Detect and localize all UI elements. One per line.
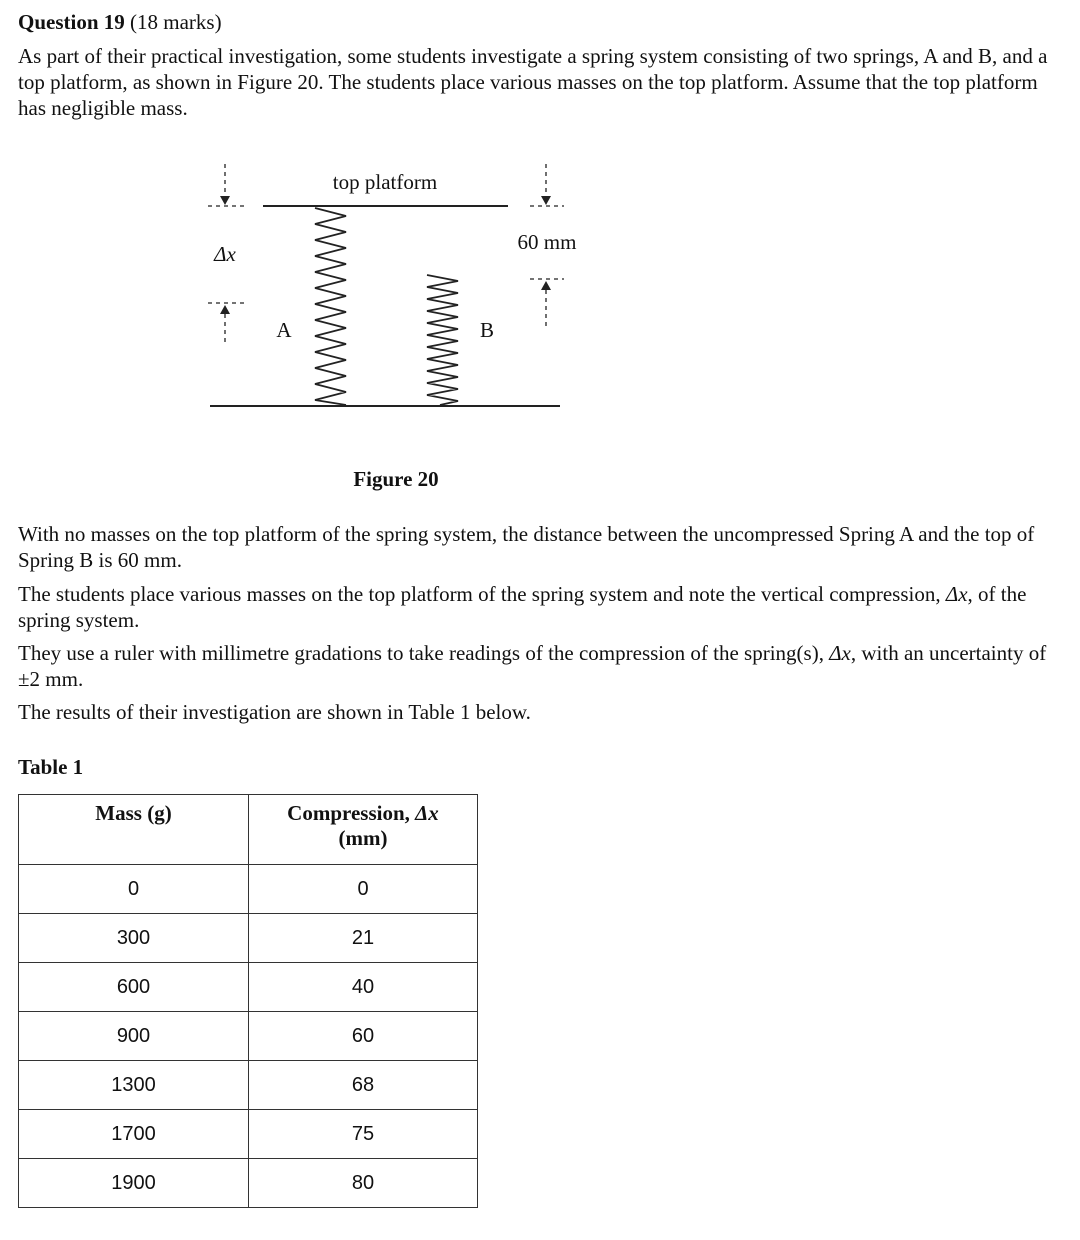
figure-caption: Figure 20 [353,467,439,491]
compression-cell: 68 [249,1061,478,1110]
dx-arrow-down-icon [220,196,230,205]
mass-cell: 1900 [19,1159,249,1208]
dx-label: Δx [214,242,236,266]
compression-column-header [249,795,478,865]
mass-cell: 1300 [19,1061,249,1110]
table-row [19,1061,478,1110]
paragraph-results: The results of their investigation are shown in Table 1 below. [18,700,531,724]
results-table [18,794,478,1208]
compression-header-unit: (mm) [338,826,388,850]
table-header-row [19,795,478,865]
p2-symbol: Δx [945,582,968,606]
question-header [18,10,222,35]
gap-arrow-down-icon [541,196,551,205]
table-row [19,1012,478,1061]
dx-arrow-up-icon [220,305,230,314]
table-row [19,914,478,963]
p3-text-b: , with an uncertainty of ±2 mm. [18,641,1047,691]
table-row [19,1159,478,1208]
gap-arrow-up-icon [541,281,551,290]
table-label: Table 1 [18,755,84,779]
compression-header-text: Compression, [287,801,416,825]
compression-header-symbol: Δx [415,801,439,825]
compression-cell: 40 [249,963,478,1012]
paragraph-place-masses [18,581,1066,633]
p3-symbol: Δx [829,641,851,665]
compression-cell: 75 [249,1110,478,1159]
figure-20-spring-diagram [0,150,1080,510]
intro-paragraph: As part of their practical investigation, some students investigate a spring system consisting of two springs, A and B, and a top platform, as shown in Figure 20. The students place various masses on the top platform. Assume that the top platform has negligible mass. [18,44,1048,120]
question-marks: (18 marks) [130,10,222,34]
mass-cell: 1700 [19,1110,249,1159]
table-row [19,865,478,914]
mass-cell: 300 [19,914,249,963]
mass-cell: 0 [19,865,249,914]
compression-cell: 21 [249,914,478,963]
top-platform-label: top platform [332,170,438,194]
spring-a-label: A [276,318,292,342]
gap-label: 60 mm [517,230,577,254]
p2-text-a: The students place various masses on the top platform of the spring system and note the vertical compression, [18,582,946,606]
compression-cell: 60 [249,1012,478,1061]
compression-cell: 0 [249,865,478,914]
spring-a [315,208,346,405]
paragraph-ruler-uncertainty [18,640,1066,692]
mass-cell: 900 [19,1012,249,1061]
mass-column-header: Mass (g) [19,795,249,865]
table-row [19,963,478,1012]
mass-cell: 600 [19,963,249,1012]
table-row [19,1110,478,1159]
compression-cell: 80 [249,1159,478,1208]
question-number: Question 19 [18,10,125,34]
paragraph-uncompressed-distance: With no masses on the top platform of the spring system, the distance between the uncompressed Spring A and the top of Spring B is 60 mm. [18,522,1035,572]
spring-b [427,275,458,405]
p3-text-a: They use a ruler with millimetre gradations to take readings of the compression of the spring(s), [18,641,830,665]
spring-b-label: B [479,318,495,342]
p2-text-b: , of the spring system. [18,582,1027,632]
